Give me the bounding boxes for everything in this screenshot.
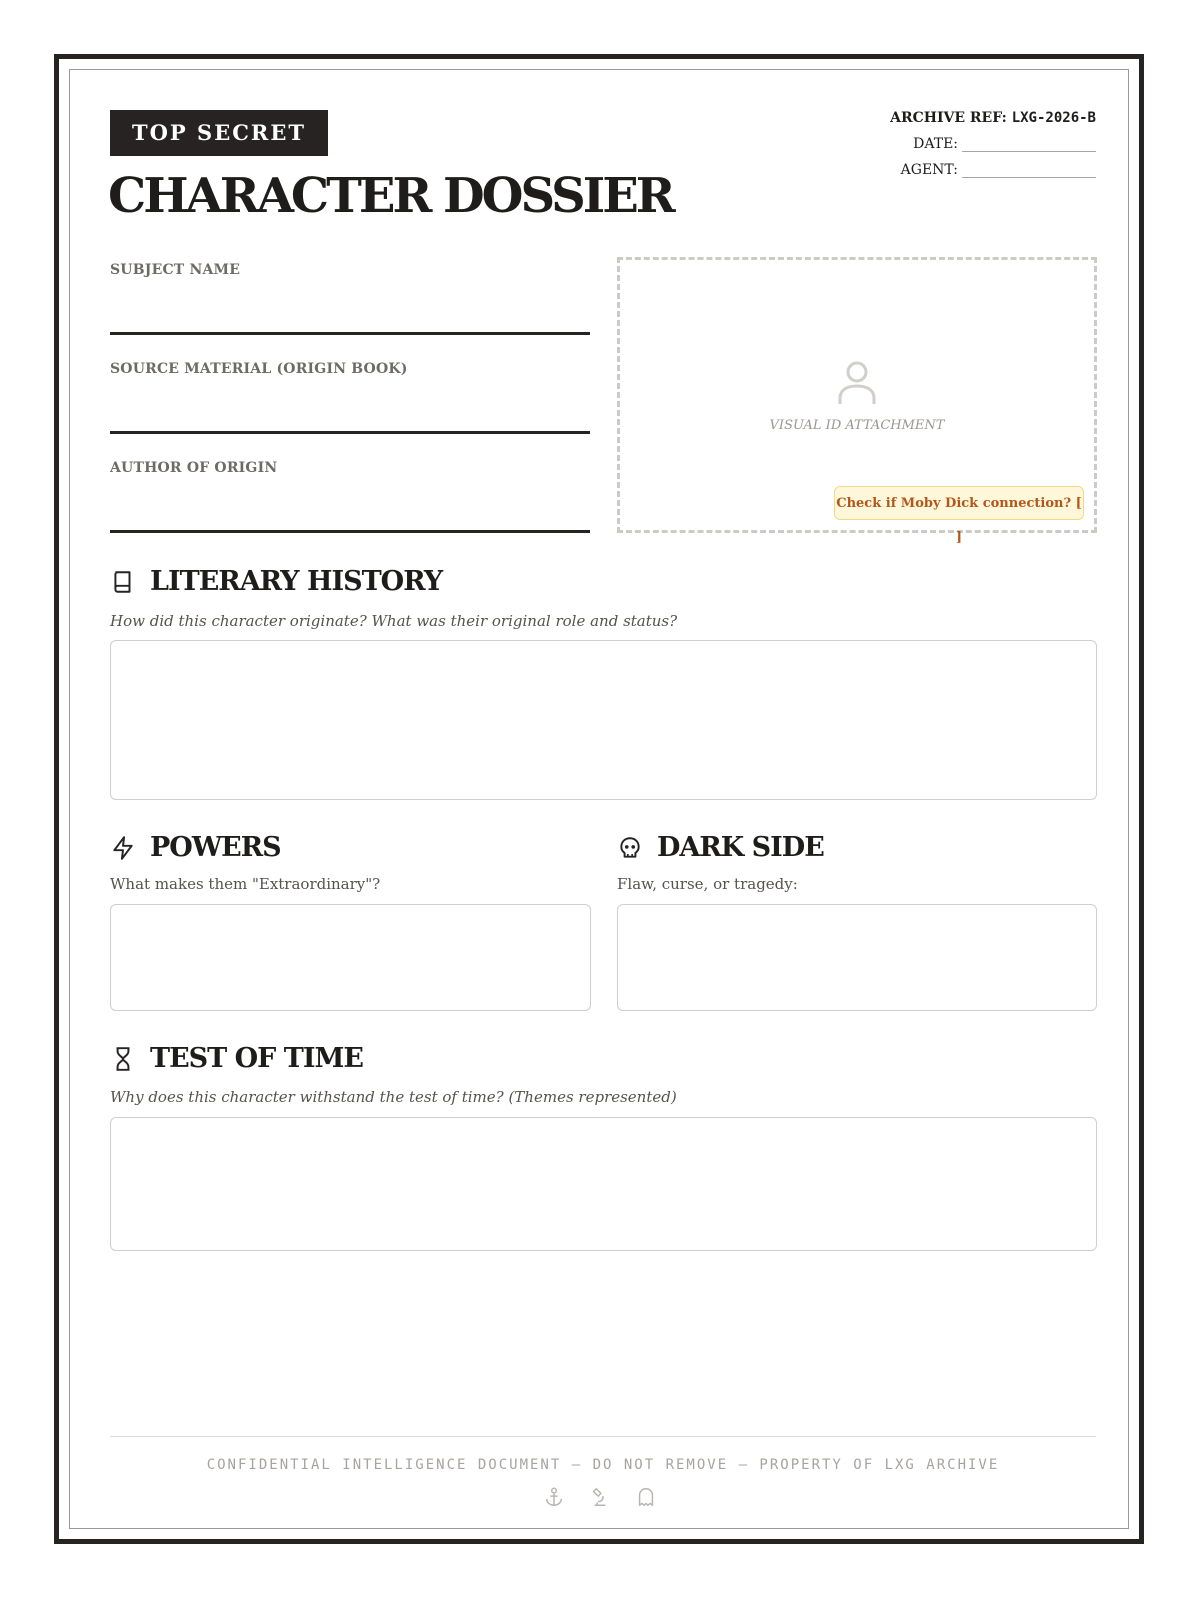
test-of-time-title: TEST OF TIME bbox=[150, 1043, 363, 1074]
agent-field[interactable] bbox=[962, 163, 1096, 178]
page-title: CHARACTER DOSSIER bbox=[108, 168, 673, 224]
lightning-icon bbox=[110, 835, 136, 861]
date-row bbox=[796, 134, 1096, 152]
visual-id-caption: VISUAL ID ATTACHMENT bbox=[769, 418, 945, 433]
subject-name-line[interactable] bbox=[110, 332, 590, 335]
powers-title: POWERS bbox=[150, 832, 281, 863]
footer-text: CONFIDENTIAL INTELLIGENCE DOCUMENT — DO NOT REMOVE — PROPERTY OF LXG ARCHIVE bbox=[206, 1457, 1000, 1473]
archive-meta bbox=[796, 110, 1096, 186]
dark-side-prompt: Flaw, curse, or tragedy: bbox=[617, 875, 798, 893]
source-material-field[interactable] bbox=[110, 361, 590, 435]
powers-heading bbox=[110, 832, 281, 863]
literary-history-prompt: How did this character originate? What was their original role and status? bbox=[110, 612, 678, 630]
subject-name-field[interactable] bbox=[110, 262, 590, 336]
archive-ref bbox=[796, 110, 1096, 126]
dark-side-heading bbox=[617, 832, 824, 863]
archive-ref-label: ARCHIVE REF: bbox=[890, 110, 1007, 126]
date-label: DATE: bbox=[913, 136, 958, 152]
test-of-time-prompt: Why does this character withstand the test of time? (Themes represented) bbox=[110, 1088, 677, 1106]
top-secret-stamp: TOP SECRET bbox=[110, 110, 328, 156]
date-field[interactable] bbox=[962, 137, 1096, 152]
literary-history-heading bbox=[110, 566, 442, 597]
visual-id-attachment[interactable] bbox=[617, 257, 1097, 545]
dark-side-title: DARK SIDE bbox=[657, 832, 824, 863]
ghost-icon bbox=[635, 1486, 657, 1508]
subject-name-label: SUBJECT NAME bbox=[110, 262, 241, 278]
person-icon bbox=[837, 360, 877, 406]
skull-icon bbox=[617, 835, 643, 861]
author-field[interactable] bbox=[110, 460, 590, 534]
author-line[interactable] bbox=[110, 530, 590, 533]
hourglass-icon bbox=[110, 1046, 136, 1072]
agent-label: AGENT: bbox=[900, 162, 958, 178]
source-material-line[interactable] bbox=[110, 431, 590, 434]
author-label: AUTHOR OF ORIGIN bbox=[110, 460, 278, 476]
source-material-label: SOURCE MATERIAL (ORIGIN BOOK) bbox=[110, 361, 408, 377]
test-of-time-heading bbox=[110, 1043, 363, 1074]
powers-prompt: What makes them "Extraordinary"? bbox=[110, 875, 381, 893]
book-icon bbox=[110, 569, 136, 595]
literary-history-title: LITERARY HISTORY bbox=[150, 566, 443, 597]
footer-icons bbox=[0, 1486, 1200, 1508]
footer-divider bbox=[110, 1436, 1096, 1437]
moby-dick-checkbox[interactable]: Check if Moby Dick connection? [ ] bbox=[834, 486, 1084, 520]
archive-ref-code: LXG-2026-B bbox=[1011, 110, 1096, 126]
dark-side-input[interactable] bbox=[617, 904, 1097, 1011]
agent-row bbox=[796, 160, 1096, 178]
powers-input[interactable] bbox=[110, 904, 591, 1011]
literary-history-input[interactable] bbox=[110, 640, 1097, 800]
anchor-icon bbox=[543, 1486, 565, 1508]
microscope-icon bbox=[589, 1486, 611, 1508]
test-of-time-input[interactable] bbox=[110, 1117, 1097, 1251]
